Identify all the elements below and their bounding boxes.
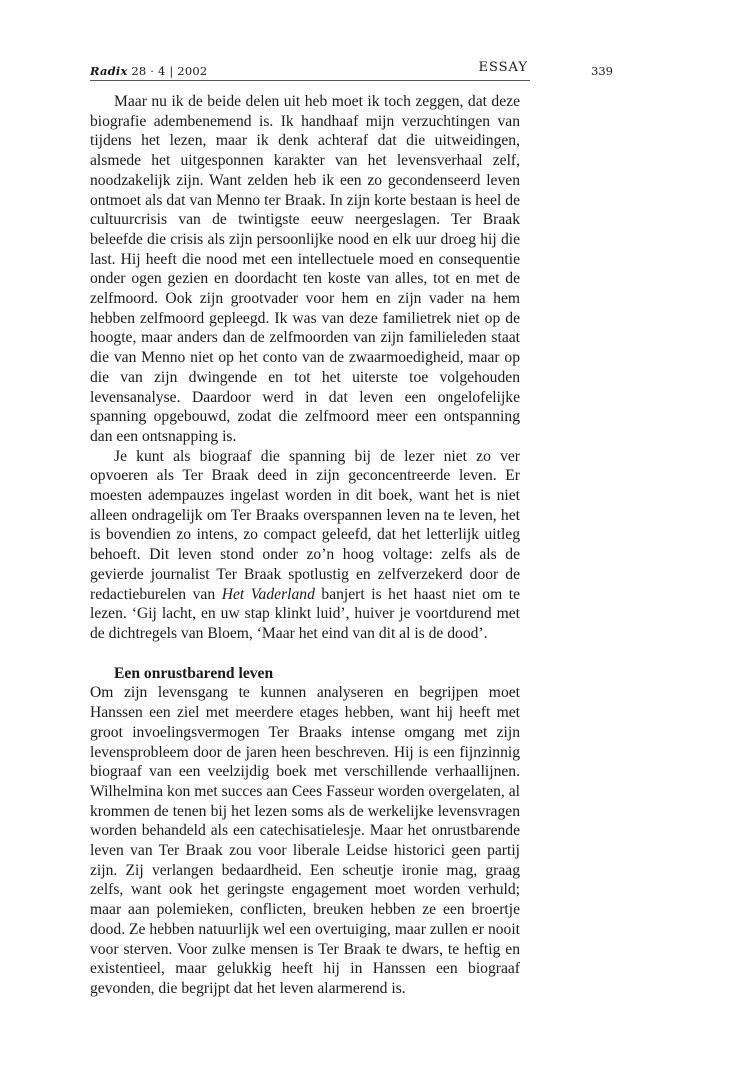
journal-citation bbox=[90, 64, 207, 78]
journal-issue: 28 · 4 | 2002 bbox=[131, 64, 208, 78]
paragraph-3: Om zijn levensgang te kunnen analyseren en begrijpen moet Hanssen een ziel met meerdere etages hebben, want hij heeft met groot invoelingsvermogen Ter Braaks intense omgang met zijn levensprobleem door de jaren heen beschreven. Hij is een fijnzinnig biograaf van een veelzijdig boek met verschillende verhaallijnen. Wilhelmina kon met succes aan Cees Fasseur worden overgelaten, al krommen de tenen bij het lezen soms als de werkelijke levensvragen worden behandeld als een catechisatielesje. Maar het onrustbarende leven van Ter Braak zou voor liberale Leidse historici geen partij zijn. Zij verlangen bedaardheid. Een scheutje ironie mag, graag zelfs, want ook het geringste engagement moet worden verhuld; maar aan polemieken, conflicten, breuken hebben ze een broertje dood. Ze hebben natuurlijk wel een overtuiging, maar zullen er nooit voor sterven. Voor zulke mensen is Ter Braak te dwars, te heftig en existentieel, maar gelukkig heeft hij in Hanssen een biograaf gevonden, die begrijpt dat het leven alarmerend is. bbox=[90, 684, 520, 997]
header-rule bbox=[90, 80, 530, 81]
article-body bbox=[90, 92, 520, 999]
running-header bbox=[90, 60, 530, 80]
page-number: 339 bbox=[591, 64, 613, 78]
newspaper-title: Het Vaderland bbox=[221, 585, 315, 603]
journal-name: Radix bbox=[90, 64, 128, 78]
section-label: ESSAY bbox=[478, 60, 528, 75]
paragraph-1: Maar nu ik de beide delen uit heb moet ik toch zeggen, dat deze biografie adembenemend is. Ik handhaaf mijn verzuchtingen van tijdens het lezen, maar ik denk achteraf dat die uitweidingen, alsmede het uitgesponnen karakter van het levensverhaal zelf, noodzakelijk zijn. Want zelden heb ik een zo gecondenseerd leven ontmoet als dat van Menno ter Braak. In zijn korte bestaan is heel de cultuurcrisis van de twintigste eeuw neergeslagen. Ter Braak beleefde die crisis als zijn persoonlijke nood en elk uur droeg hij die last. Hij heeft die nood met een intellectuele moed en consequentie onder ogen gezien en doordacht ten koste van alles, tot en met de zelfmoord. Ook zijn grootvader voor hem en zijn vader na hem hebben zelfmoord gepleegd. Ik was van deze familietrek niet op de hoogte, maar anders dan de zelfmoorden van zijn familieleden staat die van Menno niet op het conto van de zwaarmoedigheid, maar op die van zijn dwingende en tot het uiterste toe volgehouden levensanalyse. Daardoor werd in dat leven een ongelofelijke spanning opgebouwd, zodat die zelfmoord meer een ontspanning dan een ontsnapping is. bbox=[90, 93, 520, 445]
paragraph-2-text-a: Je kunt als biograaf die spanning bij de lezer niet zo ver opvoeren als Ter Braak deed in zijn geconcentreerde leven. Er moesten adempauzes ingelast worden in dit boek, want het is niet alleen ondragelijk om Ter Braaks overspannen leven na te leven, het is bovendien zo intens, zo compact geleefd, dat het letterlijk uitleg behoeft. Dit leven stond onder zo’n hoog voltage: zelfs als de gevierde journalist Ter Braak spotlustig en zelfverzekerd door de redactieburelen van bbox=[90, 447, 520, 603]
section-heading: Een onrustbarend leven bbox=[114, 664, 274, 682]
paragraph-2-text-b: banjert is het haast niet om te lezen. ‘Gij lacht, en uw stap klinkt luid’, huiver je voortdurend met de dichtregels van Bloem, ‘Maar het eind van dit al is de dood’. bbox=[90, 585, 520, 642]
paragraph-2 bbox=[90, 447, 520, 644]
